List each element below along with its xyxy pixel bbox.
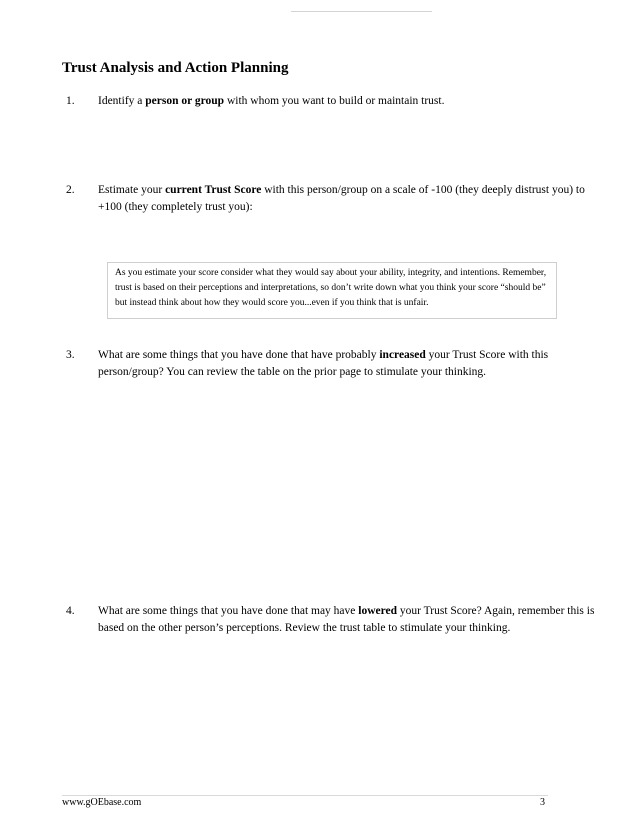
question-number: 2. [66, 184, 75, 196]
guidance-note-box: As you estimate your score consider what they would say about your ability, integrity, and intentions. Remember, trust is based on their perceptions and interpretations, so don’t write down what you think your score “should be” but instead think about how they would score you...even if you think that is unfair. [107, 262, 557, 319]
footer-website: www.gOEbase.com [62, 797, 142, 808]
question-number: 4. [66, 605, 75, 617]
question-number: 3. [66, 349, 75, 361]
page-number: 3 [540, 797, 545, 808]
page-title: Trust Analysis and Action Planning [62, 60, 289, 76]
question-text: Estimate your current Trust Score with this person/group on a scale of -100 (they deeply distrust you) to +100 (they completely trust you): [98, 184, 585, 213]
question-text: What are some things that you have done that have probably increased your Trust Score with this person/group? You can review the table on the prior page to stimulate your thinking. [98, 349, 549, 378]
question-number: 1. [66, 95, 75, 107]
header-rule [291, 11, 432, 12]
footer-rule [62, 795, 548, 796]
question-text: What are some things that you have done that may have lowered your Trust Score? Again, remember this is based on the other person’s perceptions. Review the trust table to stimulate your thinking. [98, 605, 595, 634]
question-text: Identify a person or group with whom you want to build or maintain trust. [98, 95, 445, 107]
